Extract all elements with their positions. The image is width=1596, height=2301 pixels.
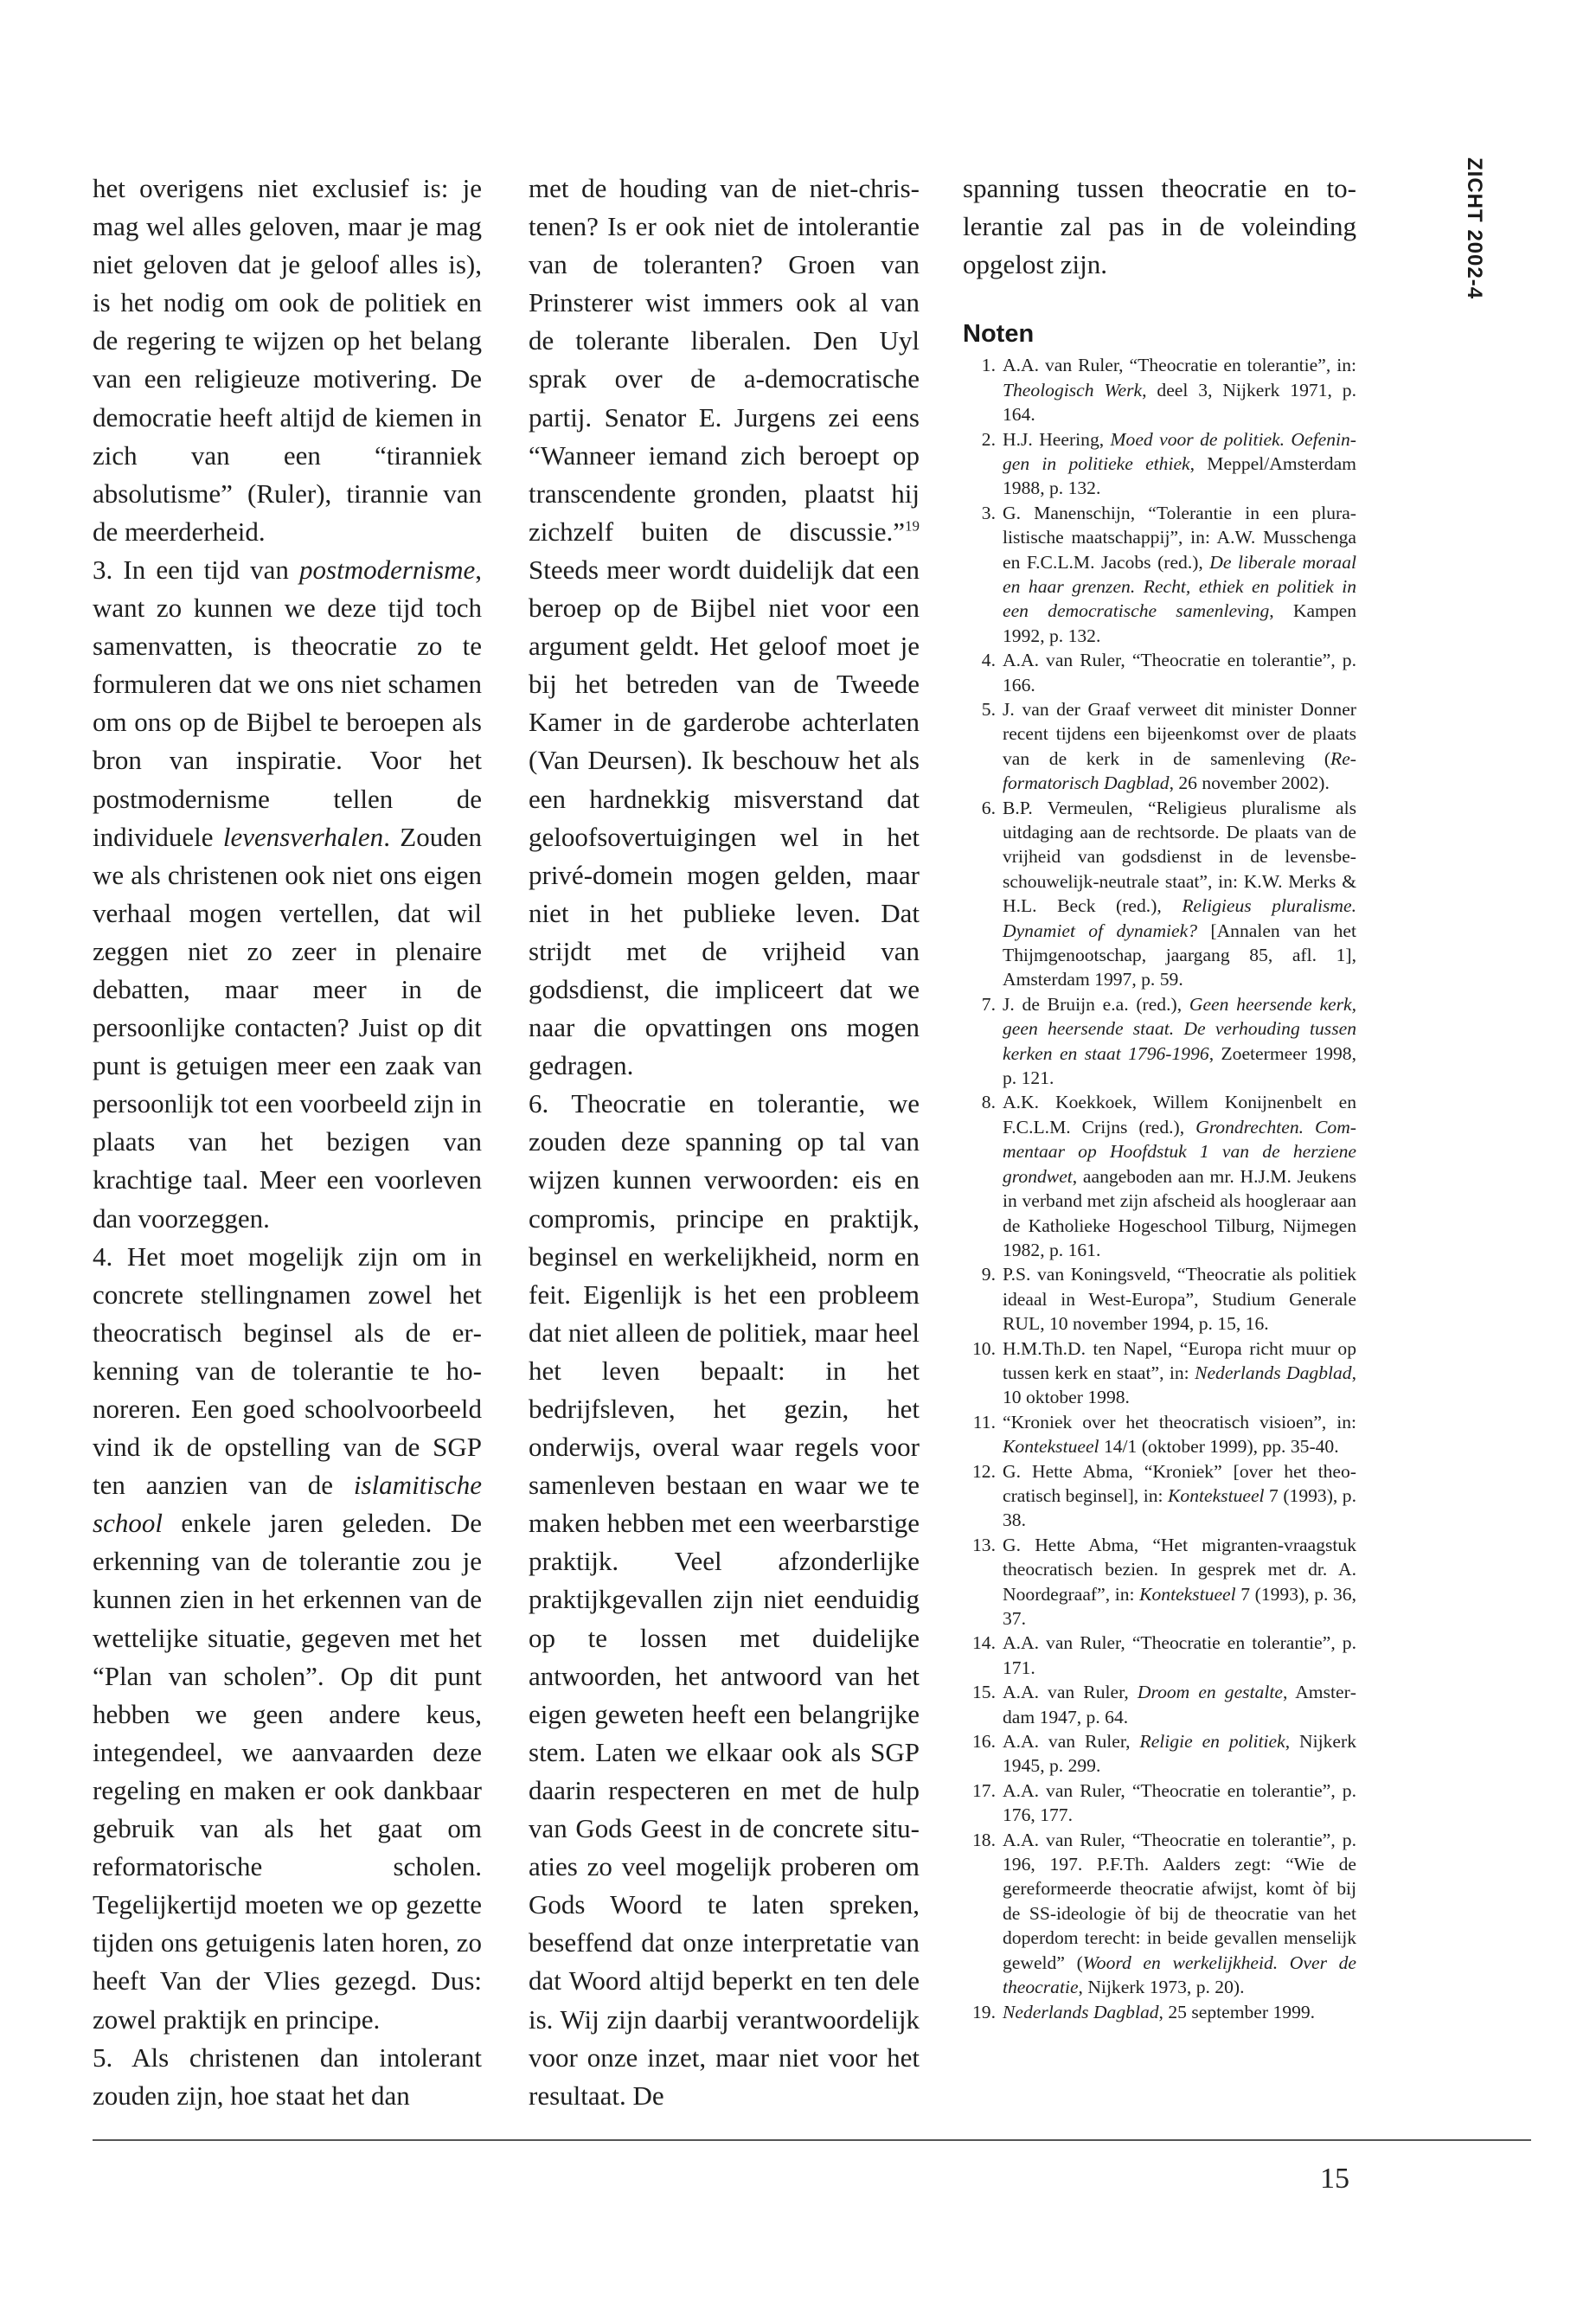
note-item: 19. Nederlands Dagblad, 25 september 1999. xyxy=(963,2000,1356,2024)
text-column-3 xyxy=(963,170,1356,2024)
note-item: 5. J. van der Graaf verweet dit minister Donner recent tijdens een bijeenkomst over de plaats van de kerk in de samenleving (Reformatorisch Dagblad, 26 november 2002). xyxy=(963,697,1356,796)
note-title-italic: Kontekstueel xyxy=(1139,1583,1236,1605)
note-number: 17. xyxy=(972,1779,996,1801)
note-item: 12. G. Hette Abma, “Kroniek” [over het theocratisch beginsel], in: Kontekstueel 7 (1993), p. 38. xyxy=(963,1459,1356,1533)
paragraph-point-3: 3. In een tijd van postmodernisme, want zo kunnen we deze tijd toch samenvatten, is theocratie zo te formuleren dat we ons niet schamen om ons op de Bijbel te beroepen als bron van inspiratie. Voor het postmodernisme tellen de individuele levensverhalen. Zouden we als christenen ook niet ons eigen verhaal mogen vertellen, dat wil zeggen niet zo zeer in plenaire debatten, maar meer in de persoonlijke contacten? Juist op dit punt is getuigen meer een zaak van persoonlijk tot een voorbeeld zijn in plaats van het bezigen van krachtige taal. Meer een voorleven dan voorzeggen. xyxy=(93,554,482,1234)
text-column-1 xyxy=(93,170,482,2115)
note-item: 13. G. Hette Abma, “Het migranten-vraagstuk theocratisch bezien. In gesprek met dr. A. Noordegraaf”, in: Kontekstueel 7 (1993), p. 36, 37. xyxy=(963,1533,1356,1631)
note-item: 8. A.K. Koekkoek, Willem Konijnenbelt en F.C.L.M. Crijns (red.), Grondrechten. Commentaar op Hoofdstuk 1 van de herziene grondwet, aangeboden aan mr. H.J.M. Jeukens in verband met zijn afscheid als hoogleraar aan de Katholieke Hogeschool Tilburg, Nijmegen 1982, p. 161. xyxy=(963,1090,1356,1262)
notes-list xyxy=(963,353,1356,2024)
note-title-italic: Kontekstueel xyxy=(1003,1436,1099,1458)
note-number: 2. xyxy=(981,428,996,450)
paragraph-point-6: 6. Theocratie en tolerantie, we zouden deze spanning op tal van wijzen kunnen verwoorden: eis en compromis, principe en praktijk, beginsel en werkelijkheid, norm en feit. Eigenlijk is het een probleem dat niet alleen de politiek, maar heel het leven bepaalt: in het bedrijfsleven, het gezin, het onderwijs, overal waar regels voor samenleven bestaan en waar we te maken hebben met een weerbarstige praktijk. Veel afzonderlijke praktijkgevallen zijn niet eenduidig op te lossen met duidelijke antwoorden, het antwoord van het eigen geweten heeft een belangrijke stem. Laten we elkaar ook als SGP daarin respecteren en met de hulp van Gods Geest in de concrete situaties zo veel mogelijk proberen om Gods Woord te laten spreken, beseffend dat onze interpretatie van dat Woord altijd beperkt en ten dele is. Wij zijn daarbij verantwoordelijk voor onze inzet, maar niet voor het resultaat. De xyxy=(529,1088,920,2111)
note-number: 18. xyxy=(972,1829,996,1850)
emphasis: islamitische school xyxy=(93,1470,482,1539)
footer-rule xyxy=(93,2139,1531,2141)
paragraph-point-4: 4. Het moet mogelijk zijn om in concrete stellingnamen zowel het theocratisch beginsel als de erkenning van de tolerantie te honoreren. Een goed schoolvoorbeeld vind ik de opstelling van de SGP ten aanzien van de islamitische school enkele jaren geleden. De erkenning van de tolerantie zou je kunnen zien in het erkennen van de wettelijke situatie, gegeven met het “Plan van scholen”. Op dit punt hebben we geen andere keus, integendeel, we aanvaarden deze regeling en maken er ook dankbaar gebruik van als het gaat om reformatorische scholen. Tegelijkertijd moeten we op gezette tijden ons getuigenis laten horen, zo heeft Van der Vlies gezegd. Dus: zowel praktijk en principe. xyxy=(93,1240,482,2035)
note-title-italic: Theologisch Werk xyxy=(1003,379,1143,401)
note-item: 4. A.A. van Ruler, “Theocratie en tolerantie”, p. 166. xyxy=(963,648,1356,697)
note-item: 3. G. Manenschijn, “Tolerantie in een pluralistische maatschappij”, in: A.W. Musschenga en F.C.L.M. Jacobs (red.), De liberale moraal en haar grenzen. Recht, ethiek en politiek in een democratische samenleving, Kampen 1992, p. 132. xyxy=(963,501,1356,648)
note-title-italic: Droom en gestalte xyxy=(1137,1682,1283,1703)
paragraph-point-5: 5. Als christenen dan intolerant zouden zijn, hoe staat het dan xyxy=(93,2041,482,2111)
note-title-italic: Religieus pluralisme. Dynamiet of dynamiek? xyxy=(1003,895,1356,941)
note-number: 11. xyxy=(972,1411,996,1433)
notes-heading: Noten xyxy=(963,320,1035,349)
journal-running-head: ZICHT 2002-4 xyxy=(1463,157,1486,300)
note-number: 6. xyxy=(981,797,996,818)
note-item: 18. A.A. van Ruler, “Theocratie en tolerantie”, p. 196, 197. P.F.Th. Aalders zegt: “Wie de gereformeerde theocratie afwijst, komt òf bij de SS-ideologie òf bij de theocratie van het doperdom terecht: in beide gevallen menselijk geweld” (Woord en werkelijkheid. Over de theocratie, Nijkerk 1973, p. 20). xyxy=(963,1828,1356,2000)
note-title-italic: Grondrechten. Commentaar op Hoofdstuk 1 van de herziene grondwet xyxy=(1003,1116,1356,1187)
note-title-italic: Geen heersende kerk, geen heersende staat. De verhouding tussen kerken en staat 1796-1996 xyxy=(1003,993,1356,1064)
note-item: 9. P.S. van Koningsveld, “Theocratie als politiek ideaal in West-Europa”, Studium Generale RUL, 10 november 1994, p. 15, 16. xyxy=(963,1262,1356,1336)
note-title-italic: Kontekstueel xyxy=(1168,1484,1265,1506)
note-number: 4. xyxy=(981,650,996,671)
note-number: 16. xyxy=(972,1731,996,1753)
paragraph: met de houding van de niet-christenen? Is er ook niet de intolerantie van de toleranten? Groen van Prinsterer wist immers ook al van de tolerante liberalen. Den Uyl sprak over de a-democratische partij. Senator E. Jurgens zei eens “Wanneer iemand zich beroept op transcendente gronden, plaatst hij zichzelf buiten de discussie.”$^{19}$ Steeds meer wordt duidelijk dat een beroep op de Bijbel niet voor een argument geldt. Het geloof moet je bij het betreden van de Tweede Kamer in de garderobe achterlaten (Van Deursen). Ik beschouw het als een hardnekkig misverstand dat geloofsovertuigingen wel in het privé-domein mogen gelden, maar niet in het publieke leven. Dat strijdt met de vrijheid van godsdienst, die impliceert dat we naar die opvattingen ons mogen gedragen. xyxy=(529,173,920,1081)
note-number: 15. xyxy=(972,1682,996,1703)
note-number: 5. xyxy=(981,698,996,720)
text-column-2 xyxy=(529,170,920,2115)
note-title-italic: Woord en werkelijkheid. Over de theocratie xyxy=(1003,1952,1356,1998)
note-title-italic: De liberale moraal en haar grenzen. Recht, ethiek en politiek in een democratische samenleving xyxy=(1003,551,1356,622)
paragraph: spanning tussen theocratie en tolerantie zal pas in de voleinding opgelost zijn. xyxy=(963,173,1356,280)
footnote-ref-19: 19 xyxy=(905,517,920,535)
note-item: 14. A.A. van Ruler, “Theocratie en tolerantie”, p. 171. xyxy=(963,1631,1356,1680)
note-number: 12. xyxy=(972,1460,996,1482)
note-number: 3. xyxy=(981,502,996,523)
note-title-italic: Religie en politiek xyxy=(1139,1731,1285,1753)
note-item: 11. “Kroniek over het theocratisch visioen”, in: Kontekstueel 14/1 (oktober 1999), pp. 35-40. xyxy=(963,1410,1356,1459)
note-title-italic: Reformatorisch Dagblad xyxy=(1003,747,1356,794)
page-number: 15 xyxy=(1320,2163,1349,2195)
note-number: 13. xyxy=(972,1534,996,1555)
note-item: 17. A.A. van Ruler, “Theocratie en tolerantie”, p. 176, 177. xyxy=(963,1779,1356,1828)
note-number: 9. xyxy=(981,1264,996,1285)
note-item: 1. A.A. van Ruler, “Theocratie en tolerantie”, in: Theologisch Werk, deel 3, Nijkerk 1971, p. 164. xyxy=(963,353,1356,426)
note-title-italic: Nederlands Dagblad xyxy=(1195,1362,1352,1383)
emphasis: levensverhalen xyxy=(222,821,384,852)
note-item: 10. H.M.Th.D. ten Napel, “Europa richt muur op tussen kerk en staat”, in: Nederlands Dagblad, 10 oktober 1998. xyxy=(963,1336,1356,1410)
note-number: 8. xyxy=(981,1092,996,1113)
note-title-italic: Nederlands Dagblad xyxy=(1003,2001,1159,2022)
paragraph: het overigens niet exclusief is: je mag wel alles geloven, maar je mag niet geloven dat je geloof alles is), is het nodig om ook de politiek en de regering te wijzen op het belang van een religieuze motivering. De democratie heeft altijd de kiemen in zich van een “tiranniek absolutisme” (Ruler), tirannie van de meerderheid. xyxy=(93,173,482,547)
emphasis: postmodernisme xyxy=(299,554,476,585)
note-title-italic: Moed voor de politiek. Oefeningen in politieke ethiek xyxy=(1003,428,1356,474)
note-item: 16. A.A. van Ruler, Religie en politiek, Nijkerk 1945, p. 299. xyxy=(963,1729,1356,1779)
note-number: 14. xyxy=(972,1632,996,1654)
note-number: 7. xyxy=(981,993,996,1015)
note-number: 19. xyxy=(972,2001,996,2022)
note-item: 15. A.A. van Ruler, Droom en gestalte, Amsterdam 1947, p. 64. xyxy=(963,1680,1356,1729)
note-item: 2. H.J. Heering, Moed voor de politiek. Oefeningen in politieke ethiek, Meppel/Amsterdam 1988, p. 132. xyxy=(963,427,1356,501)
note-item: 6. B.P. Vermeulen, “Religieus pluralisme als uitdaging aan de rechtsorde. De plaats van de vrijheid van godsdienst in de levensbeschouwelijk-neutrale staat”, in: K.W. Merks & H.L. Beck (red.), Religieus pluralisme. Dynamiet of dynamiek? [Annalen van het Thijmgenootschap, jaargang 85, afl. 1], Amsterdam 1997, p. 59. xyxy=(963,796,1356,992)
note-number: 10. xyxy=(972,1337,996,1359)
note-number: 1. xyxy=(981,355,996,376)
note-item: 7. J. de Bruijn e.a. (red.), Geen heersende kerk, geen heersende staat. De verhouding tussen kerken en staat 1796-1996, Zoetermeer 1998, p. 121. xyxy=(963,992,1356,1091)
